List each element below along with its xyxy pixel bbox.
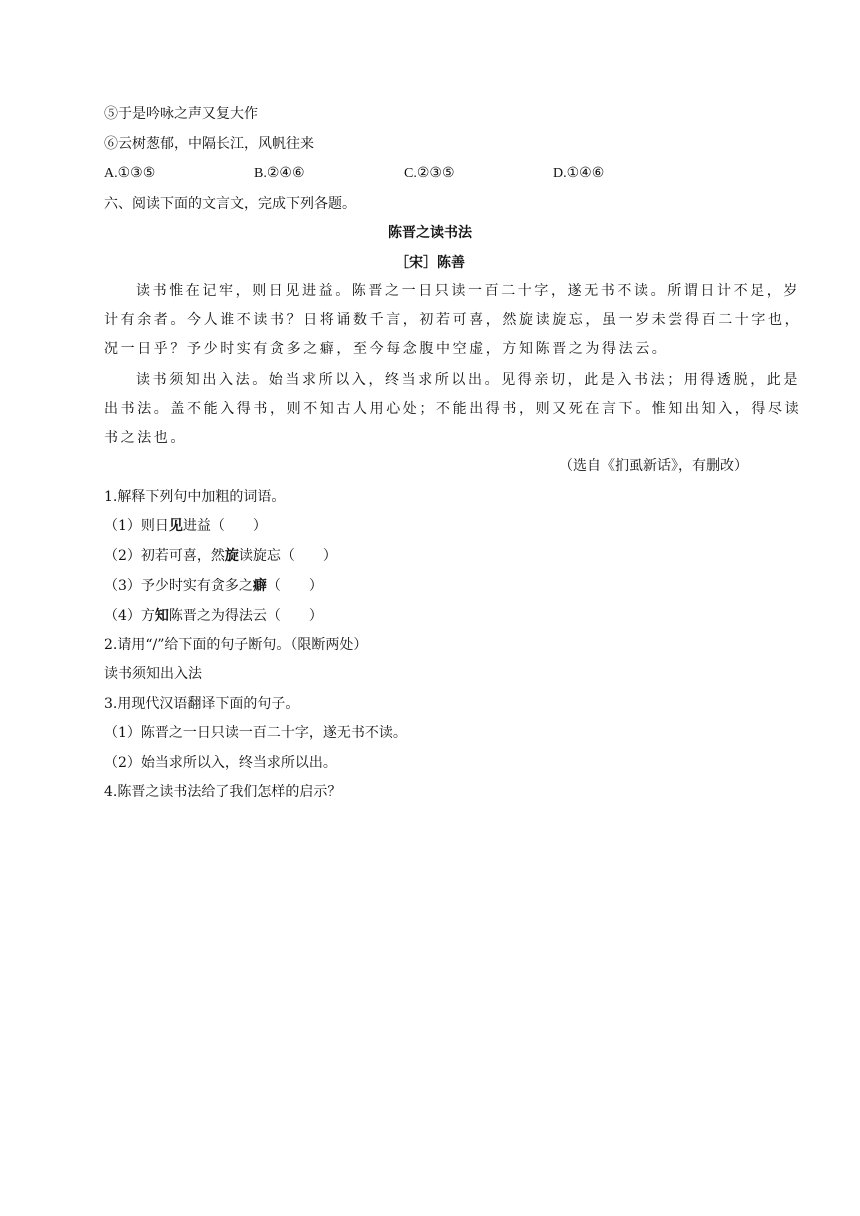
- passage-title: 陈晋之读书法: [388, 225, 472, 241]
- passage-line: 出书法。盖不能入得书，则不知古人用心处；不能出得书，则又死在言下。惟知出知入，得尽读: [104, 401, 802, 417]
- choice-c: C.②③⑤: [404, 166, 455, 181]
- passage-author: ［宋］陈善: [395, 255, 465, 271]
- bold-word: 知: [154, 608, 169, 624]
- question-1-item: （1）则日见进益（ ）: [104, 518, 267, 534]
- passage-line: 读书惟在记牢，则日见进益。陈晋之一日只读一百二十字，遂无书不读。所谓日计不足，岁: [136, 283, 800, 299]
- passage-paragraph-2: [104, 366, 802, 453]
- question-3-item: （2）始当求所以入，终当求所以出。: [104, 755, 337, 771]
- passage-line: 书之法也。: [104, 430, 187, 446]
- question-2-sentence: 读书须知出入法: [104, 666, 202, 682]
- choice-d: D.①④⑥: [553, 166, 605, 181]
- answer-choices: [104, 164, 664, 184]
- option-item-6: ⑥云树葱郁，中隔长江，风帆往来: [104, 136, 314, 152]
- passage-line: 计有余者。今人谁不读书？日将诵数千言，初若可喜，然旋读旋忘，虽一岁未尝得百二十字也，: [104, 312, 802, 328]
- question-1-item: （3）予少时实有贪多之癖（ ）: [104, 578, 323, 594]
- question-1-item: （2）初若可喜，然旋读旋忘（ ）: [104, 548, 337, 564]
- passage-source: （选自《扪虱新话》，有删改）: [559, 458, 748, 474]
- question-4: 4.陈晋之读书法给了我们怎样的启示？: [104, 784, 342, 800]
- bold-word: 旋: [224, 548, 239, 564]
- question-1: 1.解释下列句中加粗的词语。: [104, 489, 286, 505]
- question-3-item: （1）陈晋之一日只读一百二十字，遂无书不读。: [104, 725, 407, 741]
- question-2: 2.请用“/”给下面的句子断句。（限断两处）: [104, 637, 368, 653]
- bold-word: 见: [168, 518, 183, 534]
- section-heading: 六、阅读下面的文言文，完成下列各题。: [104, 196, 356, 212]
- choice-b: B.②④⑥: [254, 166, 305, 181]
- question-3: 3.用现代汉语翻译下面的句子。: [104, 696, 300, 712]
- question-1-item: （4）方知陈晋之为得法云（ ）: [104, 608, 323, 624]
- passage-paragraph-1: [104, 277, 802, 364]
- passage-line: 况一日乎？予少时实有贪多之癖，至今每念腹中空虚，方知陈晋之为得法云。: [104, 341, 669, 357]
- passage-line: 读书须知出入法。始当求所以入，终当求所以出。见得亲切，此是入书法；用得透脱，此是: [136, 372, 800, 388]
- choice-a: A.①③⑤: [104, 166, 156, 181]
- option-item-5: ⑤于是吟咏之声又复大作: [104, 106, 258, 122]
- bold-word: 癖: [252, 578, 267, 594]
